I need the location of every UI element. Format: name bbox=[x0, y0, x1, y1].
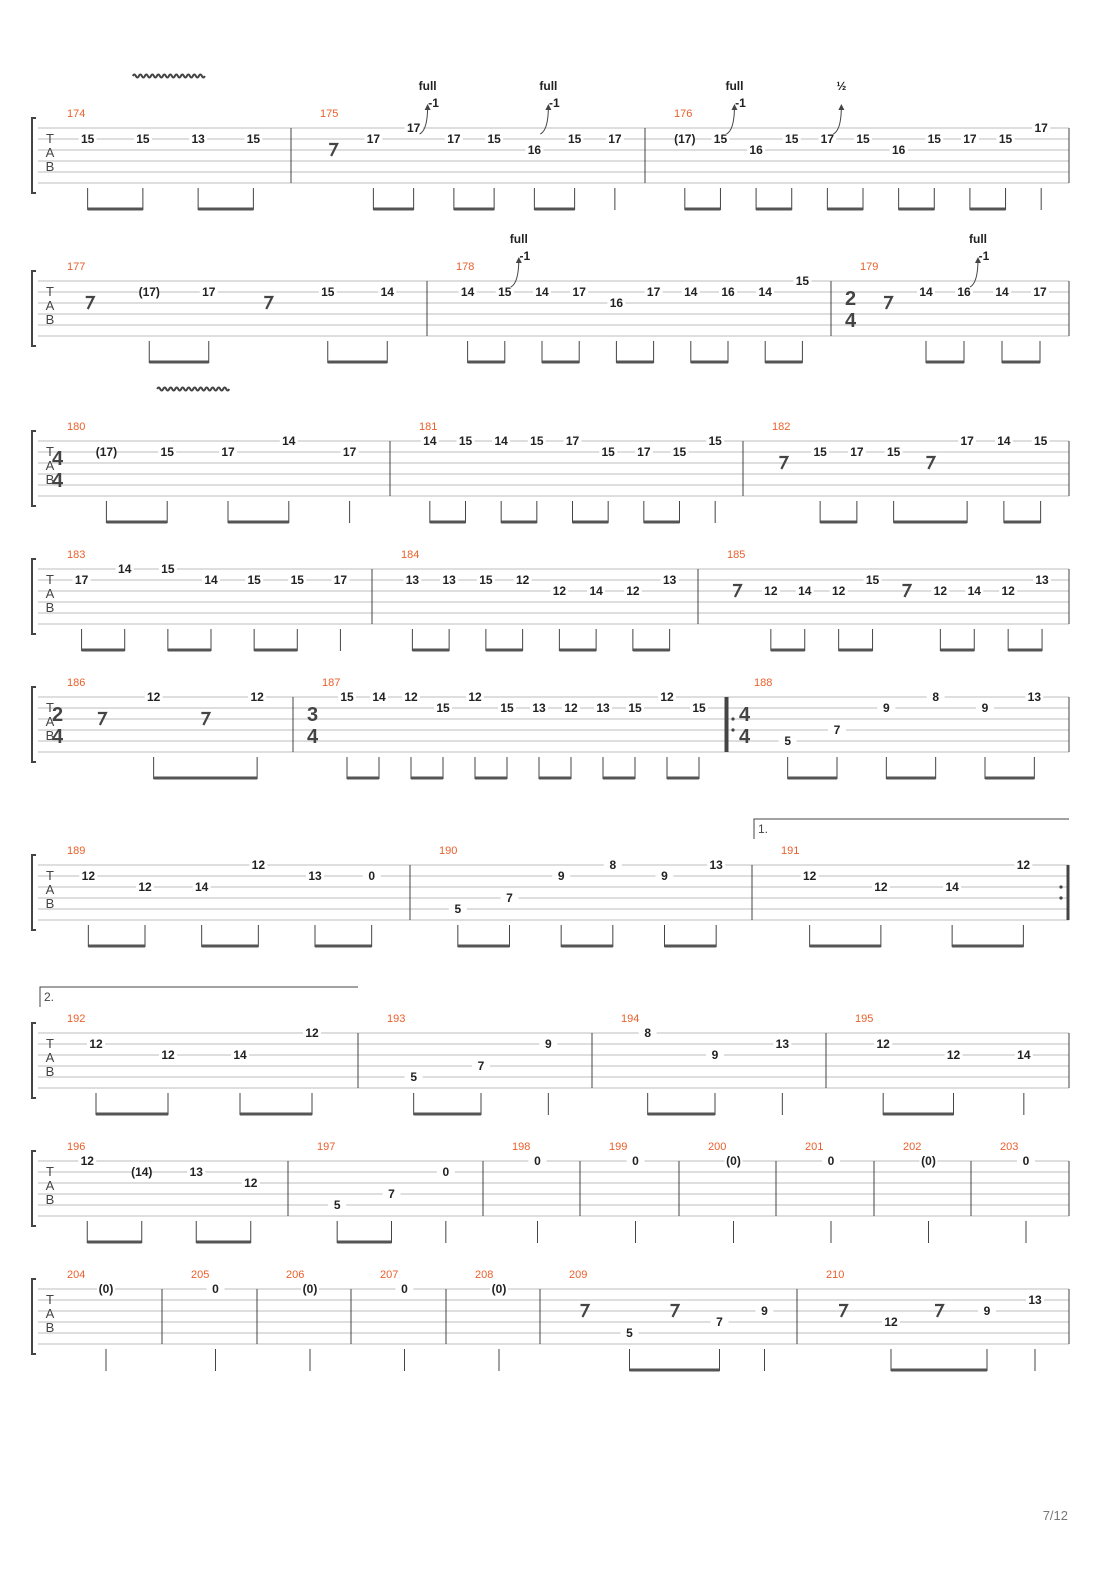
fret-number: 15 bbox=[998, 132, 1013, 146]
fret-number: 17 bbox=[1034, 121, 1048, 135]
tab-system bbox=[32, 819, 1069, 947]
fret-number: 14 bbox=[995, 285, 1009, 299]
fret-number: 15 bbox=[601, 445, 615, 459]
measure-number: 189 bbox=[67, 845, 86, 857]
tab-clef-letter: A bbox=[45, 586, 55, 601]
fret-number: 13 bbox=[775, 1037, 790, 1051]
fret-number: 8 bbox=[644, 1026, 652, 1040]
measure-number: 201 bbox=[805, 1141, 824, 1153]
tab-system bbox=[32, 1269, 1069, 1371]
tab-clef-letter: T bbox=[46, 284, 54, 299]
fret-number: 14 bbox=[282, 434, 296, 448]
tab-clef-letter: B bbox=[45, 728, 55, 743]
measure-number: 196 bbox=[67, 1141, 86, 1153]
fret-number: 12 bbox=[1016, 858, 1031, 872]
fret-number: 14 bbox=[589, 584, 603, 598]
tab-clef-letter: A bbox=[45, 298, 55, 313]
fret-number: 13 bbox=[532, 701, 546, 715]
fret-number: 14 bbox=[919, 285, 933, 299]
system-bracket bbox=[32, 1023, 36, 1098]
fret-number: 5 bbox=[454, 902, 462, 916]
fret-number: 12 bbox=[250, 690, 264, 704]
fret-number: 12 bbox=[1001, 584, 1015, 598]
fret-number: 17 bbox=[850, 445, 864, 459]
tab-clef-letter: T bbox=[46, 1292, 54, 1307]
tab-clef-letter: T bbox=[46, 572, 54, 587]
fret-number: 7 bbox=[388, 1187, 395, 1201]
fret-number: 17 bbox=[1033, 285, 1047, 299]
repeat-dot bbox=[731, 728, 734, 731]
fret-number: 14 bbox=[967, 584, 981, 598]
fret-number: 8 bbox=[932, 690, 940, 704]
fret-number: 12 bbox=[468, 690, 482, 704]
measure-number: 178 bbox=[456, 261, 475, 273]
measure-number: 175 bbox=[320, 108, 339, 120]
fret-number: 17 bbox=[366, 132, 381, 146]
fret-number: 15 bbox=[436, 701, 450, 715]
tab-clef-letter: A bbox=[45, 1050, 55, 1065]
volta-bracket bbox=[754, 819, 1069, 839]
fret-number: (0) bbox=[302, 1282, 318, 1296]
fret-number: 14 bbox=[233, 1048, 247, 1062]
tab-clef-letter: T bbox=[46, 868, 54, 883]
system-bracket bbox=[32, 1279, 36, 1354]
fret-number: 12 bbox=[89, 1037, 103, 1051]
measure-number: 179 bbox=[860, 261, 879, 273]
bend-release-label: -1 bbox=[978, 249, 990, 263]
measure-number: 183 bbox=[67, 549, 86, 561]
tab-clef-letter: B bbox=[45, 600, 55, 615]
fret-number: 9 bbox=[557, 869, 565, 883]
page-number: 7/12 bbox=[1042, 1508, 1068, 1523]
time-signature-bottom: 4 bbox=[845, 310, 857, 332]
fret-number: 14 bbox=[372, 690, 386, 704]
fret-number: 12 bbox=[404, 690, 418, 704]
fret-number: 15 bbox=[856, 132, 870, 146]
volta-label: 2. bbox=[44, 990, 55, 1004]
fret-number: 17 bbox=[608, 132, 622, 146]
fret-number: (17) bbox=[95, 445, 118, 459]
bend-curve bbox=[970, 259, 978, 287]
fret-number: 0 bbox=[212, 1282, 219, 1296]
measure-number: 184 bbox=[401, 549, 420, 561]
tab-system bbox=[32, 421, 1069, 523]
time-signature-top: 2 bbox=[52, 704, 64, 726]
measure-number: 182 bbox=[772, 421, 791, 433]
tab-clef-letter: A bbox=[45, 458, 55, 473]
fret-number: 12 bbox=[515, 573, 530, 587]
system-bracket bbox=[32, 687, 36, 762]
measure-number: 176 bbox=[674, 108, 693, 120]
fret-number: 15 bbox=[692, 701, 706, 715]
measure-number: 186 bbox=[67, 677, 86, 689]
fret-number: 7 bbox=[506, 891, 513, 905]
vibrato-mark bbox=[133, 75, 205, 78]
fret-number: 12 bbox=[831, 584, 846, 598]
fret-number: 9 bbox=[981, 701, 989, 715]
bend-release-label: -1 bbox=[735, 96, 746, 110]
fret-number: 7 bbox=[833, 723, 841, 737]
system-bracket bbox=[32, 1151, 36, 1226]
tab-clef-letter: B bbox=[45, 1320, 55, 1335]
fret-number: 15 bbox=[290, 573, 304, 587]
fret-number: 15 bbox=[80, 132, 95, 146]
fret-number: 15 bbox=[321, 285, 335, 299]
measure-number: 187 bbox=[322, 677, 341, 689]
fret-number: 15 bbox=[487, 132, 501, 146]
measure-number: 195 bbox=[855, 1013, 874, 1025]
fret-number: 14 bbox=[194, 880, 209, 894]
bend-curve bbox=[511, 259, 519, 287]
fret-number: 16 bbox=[609, 296, 624, 310]
measure-number: 202 bbox=[903, 1141, 922, 1153]
fret-number: 9 bbox=[882, 701, 890, 715]
bend-arrowhead bbox=[838, 104, 844, 110]
system-bracket bbox=[32, 118, 36, 193]
fret-number: 0 bbox=[827, 1154, 835, 1168]
fret-number: 15 bbox=[160, 445, 174, 459]
measure-number: 205 bbox=[191, 1269, 210, 1281]
fret-number: 12 bbox=[146, 690, 161, 704]
time-signature-top: 2 bbox=[845, 288, 857, 310]
measure-number: 210 bbox=[826, 1269, 845, 1281]
fret-number: 15 bbox=[458, 434, 473, 448]
tab-clef-letter: B bbox=[45, 159, 55, 174]
fret-number: 15 bbox=[927, 132, 941, 146]
fret-number: 15 bbox=[530, 434, 544, 448]
fret-number: 0 bbox=[632, 1154, 639, 1168]
bend-label: full bbox=[725, 79, 744, 93]
system-bracket bbox=[32, 855, 36, 930]
fret-number: 7 bbox=[716, 1315, 723, 1329]
fret-number: 13 bbox=[1035, 573, 1049, 587]
fret-number: 15 bbox=[340, 690, 354, 704]
measure-number: 200 bbox=[708, 1141, 727, 1153]
fret-number: 15 bbox=[795, 274, 810, 288]
fret-number: 13 bbox=[709, 858, 723, 872]
tab-clef-letter: T bbox=[46, 1164, 54, 1179]
fret-number: 13 bbox=[191, 132, 205, 146]
fret-number: 12 bbox=[81, 869, 96, 883]
fret-number: 14 bbox=[535, 285, 549, 299]
vibrato-mark bbox=[157, 388, 229, 391]
fret-number: 16 bbox=[527, 143, 542, 157]
measure-number: 197 bbox=[317, 1141, 336, 1153]
fret-number: 17 bbox=[820, 132, 835, 146]
fret-number: 17 bbox=[637, 445, 651, 459]
fret-number: 17 bbox=[447, 132, 461, 146]
fret-number: 15 bbox=[479, 573, 493, 587]
fret-number: (17) bbox=[138, 285, 160, 299]
fret-number: 15 bbox=[247, 573, 261, 587]
fret-number: (14) bbox=[131, 1165, 153, 1179]
fret-number: 15 bbox=[498, 285, 512, 299]
tab-clef-letter: B bbox=[45, 472, 55, 487]
time-signature-bottom: 4 bbox=[739, 726, 751, 748]
fret-number: (0) bbox=[921, 1154, 936, 1168]
measure-number: 199 bbox=[609, 1141, 628, 1153]
fret-number: 5 bbox=[626, 1326, 633, 1340]
fret-number: 15 bbox=[628, 701, 642, 715]
fret-number: 14 bbox=[204, 573, 218, 587]
fret-number: 15 bbox=[672, 445, 687, 459]
fret-number: 9 bbox=[711, 1048, 719, 1062]
time-signature-bottom: 4 bbox=[307, 726, 319, 748]
time-signature-bottom: 4 bbox=[52, 470, 64, 492]
fret-number: 15 bbox=[813, 445, 827, 459]
fret-number: 17 bbox=[74, 573, 89, 587]
measure-number: 180 bbox=[67, 421, 86, 433]
measure-number: 204 bbox=[67, 1269, 86, 1281]
fret-number: 14 bbox=[798, 584, 812, 598]
bend-label: full bbox=[539, 79, 558, 93]
fret-number: 12 bbox=[80, 1154, 94, 1168]
fret-number: 14 bbox=[118, 562, 132, 576]
fret-number: (0) bbox=[491, 1282, 507, 1296]
fret-number: 13 bbox=[442, 573, 456, 587]
fret-number: 14 bbox=[460, 285, 475, 299]
measure-number: 190 bbox=[439, 845, 458, 857]
fret-number: 14 bbox=[997, 434, 1011, 448]
bend-release-label: -1 bbox=[549, 96, 560, 110]
fret-number: 15 bbox=[161, 562, 175, 576]
tab-system bbox=[32, 987, 1069, 1115]
time-signature-bottom: 4 bbox=[52, 726, 64, 748]
fret-number: 17 bbox=[221, 445, 235, 459]
fret-number: 17 bbox=[963, 132, 977, 146]
bend-curve bbox=[726, 106, 734, 134]
bend-label: ½ bbox=[836, 79, 847, 93]
fret-number: 12 bbox=[933, 584, 948, 598]
fret-number: 12 bbox=[764, 584, 778, 598]
tab-system bbox=[32, 79, 1069, 210]
fret-number: 0 bbox=[442, 1165, 450, 1179]
fret-number: 14 bbox=[945, 880, 959, 894]
fret-number: 14 bbox=[494, 434, 508, 448]
fret-number: 16 bbox=[891, 143, 906, 157]
bend-label: full bbox=[418, 79, 437, 93]
tab-clef-letter: T bbox=[46, 444, 54, 459]
measure-number: 194 bbox=[621, 1013, 640, 1025]
measure-number: 192 bbox=[67, 1013, 86, 1025]
fret-number: 12 bbox=[564, 701, 578, 715]
fret-number: 0 bbox=[368, 869, 376, 883]
repeat-dot bbox=[1059, 896, 1062, 899]
fret-number: 12 bbox=[876, 1037, 890, 1051]
tab-clef-letter: A bbox=[45, 882, 55, 897]
tab-clef-letter: A bbox=[45, 145, 55, 160]
fret-number: 12 bbox=[251, 858, 266, 872]
fret-number: 17 bbox=[572, 285, 586, 299]
fret-number: 16 bbox=[721, 285, 735, 299]
bend-release-label: -1 bbox=[519, 249, 531, 263]
fret-number: 15 bbox=[136, 132, 150, 146]
measure-number: 185 bbox=[727, 549, 746, 561]
fret-number: 14 bbox=[1017, 1048, 1031, 1062]
measure-number: 207 bbox=[380, 1269, 399, 1281]
tab-clef-letter: T bbox=[46, 131, 54, 146]
fret-number: 15 bbox=[865, 573, 880, 587]
fret-number: 13 bbox=[189, 1165, 203, 1179]
fret-number: (17) bbox=[674, 132, 696, 146]
bend-curve bbox=[833, 106, 841, 134]
fret-number: 15 bbox=[1033, 434, 1048, 448]
volta-label: 1. bbox=[758, 822, 769, 836]
fret-number: 17 bbox=[202, 285, 216, 299]
measure-number: 198 bbox=[512, 1141, 531, 1153]
fret-number: 15 bbox=[886, 445, 901, 459]
fret-number: 15 bbox=[713, 132, 728, 146]
bend-curve bbox=[540, 106, 548, 134]
time-signature-top: 4 bbox=[739, 704, 751, 726]
fret-number: (0) bbox=[98, 1282, 114, 1296]
tab-clef-letter: B bbox=[45, 896, 55, 911]
tab-system bbox=[32, 549, 1069, 651]
fret-number: 13 bbox=[596, 701, 610, 715]
tab-system bbox=[32, 1141, 1069, 1243]
fret-number: 15 bbox=[500, 701, 514, 715]
fret-number: 5 bbox=[333, 1198, 341, 1212]
tab-clef-letter: A bbox=[45, 1178, 55, 1193]
fret-number: 14 bbox=[423, 434, 437, 448]
fret-number: 14 bbox=[684, 285, 698, 299]
fret-number: 16 bbox=[749, 143, 763, 157]
repeat-dot bbox=[731, 717, 734, 720]
fret-number: 13 bbox=[405, 573, 420, 587]
fret-number: 17 bbox=[342, 445, 357, 459]
fret-number: 13 bbox=[1028, 1293, 1042, 1307]
fret-number: 12 bbox=[884, 1315, 898, 1329]
tab-clef-letter: A bbox=[45, 1306, 55, 1321]
measure-number: 181 bbox=[419, 421, 438, 433]
tab-clef-letter: A bbox=[45, 714, 55, 729]
fret-number: 0 bbox=[401, 1282, 408, 1296]
fret-number: 9 bbox=[661, 869, 668, 883]
bend-label: full bbox=[969, 232, 987, 246]
fret-number: 14 bbox=[380, 285, 394, 299]
tab-clef-letter: T bbox=[46, 1036, 54, 1051]
tab-clef-letter: T bbox=[46, 700, 54, 715]
measure-number: 193 bbox=[387, 1013, 406, 1025]
fret-number: 15 bbox=[785, 132, 799, 146]
fret-number: 12 bbox=[305, 1026, 319, 1040]
volta-bracket bbox=[40, 987, 358, 1007]
time-signature-top: 3 bbox=[307, 704, 319, 726]
fret-number: 12 bbox=[660, 690, 674, 704]
fret-number: 12 bbox=[626, 584, 640, 598]
measure-number: 191 bbox=[781, 845, 800, 857]
fret-number: 13 bbox=[662, 573, 677, 587]
fret-number: 9 bbox=[544, 1037, 552, 1051]
fret-number: 17 bbox=[565, 434, 580, 448]
measure-number: 177 bbox=[67, 261, 86, 273]
fret-number: 12 bbox=[946, 1048, 961, 1062]
measure-number: 203 bbox=[1000, 1141, 1019, 1153]
fret-number: 13 bbox=[1027, 690, 1042, 704]
bend-label: full bbox=[509, 232, 528, 246]
system-bracket bbox=[32, 431, 36, 506]
fret-number: 16 bbox=[957, 285, 971, 299]
fret-number: 12 bbox=[161, 1048, 175, 1062]
measure-number: 188 bbox=[754, 677, 773, 689]
fret-number: 0 bbox=[1022, 1154, 1030, 1168]
fret-number: 0 bbox=[534, 1154, 541, 1168]
measure-number: 209 bbox=[569, 1269, 588, 1281]
fret-number: 17 bbox=[960, 434, 974, 448]
fret-number: 5 bbox=[784, 734, 792, 748]
fret-number: 17 bbox=[406, 121, 421, 135]
fret-number: 7 bbox=[477, 1059, 485, 1073]
fret-number: (0) bbox=[726, 1154, 741, 1168]
fret-number: 12 bbox=[802, 869, 817, 883]
fret-number: 12 bbox=[138, 880, 152, 894]
measure-number: 206 bbox=[286, 1269, 305, 1281]
fret-number: 12 bbox=[244, 1176, 258, 1190]
fret-number: 12 bbox=[874, 880, 888, 894]
repeat-dot bbox=[1059, 885, 1062, 888]
fret-number: 8 bbox=[609, 858, 617, 872]
tab-system bbox=[32, 677, 1069, 779]
fret-number: 15 bbox=[567, 132, 582, 146]
tab-system bbox=[32, 232, 1069, 363]
tab-clef-letter: B bbox=[45, 1064, 55, 1079]
fret-number: 17 bbox=[646, 285, 661, 299]
fret-number: 14 bbox=[758, 285, 772, 299]
measure-number: 208 bbox=[475, 1269, 494, 1281]
tab-clef-letter: B bbox=[45, 1192, 55, 1207]
fret-number: 9 bbox=[761, 1304, 768, 1318]
fret-number: 17 bbox=[333, 573, 348, 587]
system-bracket bbox=[32, 559, 36, 634]
fret-number: 15 bbox=[708, 434, 722, 448]
tab-clef-letter: B bbox=[45, 312, 55, 327]
fret-number: 9 bbox=[983, 1304, 991, 1318]
measure-number: 174 bbox=[67, 108, 86, 120]
fret-number: 12 bbox=[552, 584, 567, 598]
bend-release-label: -1 bbox=[428, 96, 439, 110]
fret-number: 15 bbox=[246, 132, 261, 146]
fret-number: 5 bbox=[410, 1070, 418, 1084]
time-signature-top: 4 bbox=[52, 448, 64, 470]
system-bracket bbox=[32, 271, 36, 346]
fret-number: 13 bbox=[308, 869, 322, 883]
